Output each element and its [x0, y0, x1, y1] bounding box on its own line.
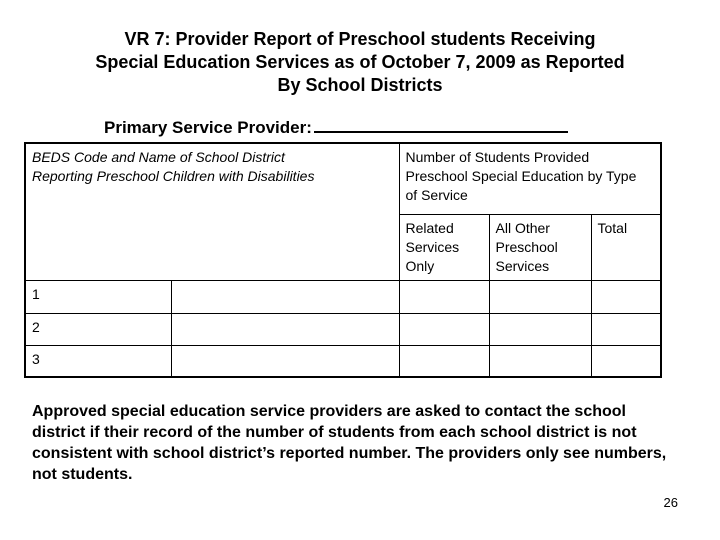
provider-report-table [24, 142, 662, 378]
other-services-cell[interactable] [489, 313, 591, 345]
row-number: 1 [25, 280, 171, 313]
table-row [25, 345, 661, 377]
related-services-cell[interactable] [399, 313, 489, 345]
primary-service-provider [104, 115, 568, 138]
district-name-cell[interactable] [171, 313, 399, 345]
related-services-cell[interactable] [399, 280, 489, 313]
district-name-cell[interactable] [171, 280, 399, 313]
district-name-cell[interactable] [171, 345, 399, 377]
provider-blank-field [314, 115, 568, 133]
total-cell[interactable] [591, 345, 661, 377]
related-services-cell[interactable] [399, 345, 489, 377]
title-line-2: Special Education Services as of October 7, 2009 as Reported [95, 52, 625, 72]
title-line-3: By School Districts [277, 75, 443, 95]
total-header: Total [591, 214, 661, 280]
other-services-cell[interactable] [489, 345, 591, 377]
total-cell[interactable] [591, 313, 661, 345]
header-row-main [25, 143, 661, 214]
title-line-1: VR 7: Provider Report of Preschool students Receiving [124, 29, 596, 49]
page-number: 26 [663, 495, 678, 510]
page-title [30, 28, 690, 97]
related-services-header: Related Services Only [399, 214, 489, 280]
provider-note: Approved special education service providers are asked to contact the school district if their record of the number of students from each school district is not consistent with school district’s reported number. The providers only see numbers, not students. [32, 403, 667, 483]
table-row [25, 313, 661, 345]
count-header-text: Number of Students Provided Preschool Special Education by Type of Service [405, 149, 637, 203]
count-header-cell [399, 143, 661, 214]
total-cell[interactable] [591, 280, 661, 313]
row-number: 3 [25, 345, 171, 377]
other-services-header: All Other Preschool Services [489, 214, 591, 280]
other-services-cell[interactable] [489, 280, 591, 313]
row-number: 2 [25, 313, 171, 345]
provider-label: Primary Service Provider: [104, 118, 312, 137]
beds-header-cell [25, 143, 399, 280]
table-row [25, 280, 661, 313]
beds-header-text: BEDS Code and Name of School District Reporting Preschool Children with Disabilities [32, 149, 315, 184]
